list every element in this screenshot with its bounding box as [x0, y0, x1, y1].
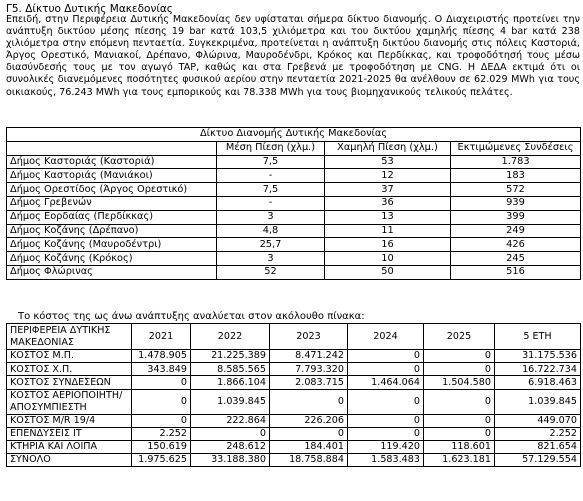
cost-value-cell: 0	[132, 389, 191, 414]
cost-table-row	[7, 350, 581, 363]
network-table-row	[7, 265, 581, 279]
network-value-cell: 3	[217, 252, 325, 266]
cost-value-cell: 0	[424, 363, 495, 376]
cost-table-row	[7, 427, 581, 440]
network-table-row	[7, 196, 581, 210]
cost-value-cell: 1.039.845	[495, 389, 581, 414]
cost-value-cell: 7.793.320	[270, 363, 348, 376]
network-value-cell: 53	[325, 155, 451, 169]
network-value-cell: 245	[451, 252, 581, 266]
network-table-header: Εκτιμώμενες Συνδέσεις	[451, 141, 581, 155]
municipality-cell: Δήμος Φλώρινας	[7, 265, 217, 279]
network-value-cell: 4,8	[217, 224, 325, 238]
cost-label-cell: ΚΟΣΤΟΣ Χ.Π.	[7, 363, 132, 376]
network-table-row	[7, 252, 581, 266]
cost-table-row	[7, 363, 581, 376]
network-table-row	[7, 210, 581, 224]
cost-value-cell: 1.583.483	[348, 454, 424, 467]
cost-value-cell: 1.866.104	[191, 376, 270, 389]
cost-value-cell: 248.612	[191, 440, 270, 453]
network-value-cell: 7,5	[217, 155, 325, 169]
network-value-cell: 10	[325, 252, 451, 266]
cost-value-cell: 0	[132, 376, 191, 389]
cost-value-cell: 0	[348, 427, 424, 440]
cost-value-cell: 18.758.884	[270, 454, 348, 467]
network-value-cell: 11	[325, 224, 451, 238]
cost-table-row	[7, 414, 581, 427]
network-value-cell: 3	[217, 210, 325, 224]
cost-value-cell: 118.601	[424, 440, 495, 453]
network-table-row	[7, 224, 581, 238]
cost-value-cell: 6.918.463	[495, 376, 581, 389]
cost-value-cell: 0	[270, 389, 348, 414]
cost-table-header: 2025	[424, 324, 495, 350]
network-value-cell: -	[217, 169, 325, 183]
cost-value-cell: 1.464.064	[348, 376, 424, 389]
cost-table-header: 2024	[348, 324, 424, 350]
cost-value-cell: 1.975.625	[132, 454, 191, 467]
cost-table-caption: Το κόστος της ως άνω ανάπτυξης αναλύεται στον ακόλουθο πίνακα:	[18, 311, 365, 322]
cost-table-header: ΠΕΡΙΦΕΡΕΙΑ ΔΥΤΙΚΗΣ ΜΑΚΕΔΟΝΙΑΣ	[7, 324, 132, 350]
network-value-cell: 249	[451, 224, 581, 238]
network-value-cell: 426	[451, 238, 581, 252]
cost-value-cell: 150.619	[132, 440, 191, 453]
cost-value-cell: 0	[270, 427, 348, 440]
network-table-row	[7, 183, 581, 197]
cost-table-header-row	[7, 324, 581, 350]
network-table-header: Μέση Πίεση (χλμ.)	[217, 141, 325, 155]
network-value-cell: 16	[325, 238, 451, 252]
cost-value-cell: 226.206	[270, 414, 348, 427]
cost-value-cell: 2.252	[132, 427, 191, 440]
municipality-cell: Δήμος Κοζάνης (Κρόκος)	[7, 252, 217, 266]
municipality-cell: Δήμος Καστοριάς (Μανιάκοι)	[7, 169, 217, 183]
cost-value-cell: 449.070	[495, 414, 581, 427]
cost-value-cell: 8.585.565	[191, 363, 270, 376]
network-table-row	[7, 169, 581, 183]
network-table-header-row	[7, 141, 581, 155]
network-value-cell: 36	[325, 196, 451, 210]
cost-table-header: 2021	[132, 324, 191, 350]
cost-value-cell: 184.401	[270, 440, 348, 453]
network-value-cell: -	[217, 196, 325, 210]
cost-value-cell: 0	[348, 414, 424, 427]
municipality-cell: Δήμος Ορεστίδος (Άργος Ορεστικό)	[7, 183, 217, 197]
network-table	[6, 127, 581, 280]
network-value-cell: 1.783	[451, 155, 581, 169]
network-table-title-row	[7, 128, 581, 142]
municipality-cell: Δήμος Κοζάνης (Μαυροδέντρι)	[7, 238, 217, 252]
network-value-cell: 13	[325, 210, 451, 224]
cost-value-cell: 0	[424, 350, 495, 363]
cost-table-row	[7, 440, 581, 453]
cost-value-cell: 2.083.715	[270, 376, 348, 389]
cost-value-cell: 1.039.845	[191, 389, 270, 414]
municipality-cell: Δήμος Εορδαίας (Περδίκκας)	[7, 210, 217, 224]
section-paragraph: Επειδή, στην Περιφέρεια Δυτικής Μακεδονίας δεν υφίσταται σήμερα δίκτυο διανομής. Ο Διαχειριστής προτείνει την ανάπτυξη δικτύου μέσης πίεσης 19 bar κατά 103,5 χιλιόμετρα και του δικτύου χαμηλής πίεσης 4 bar κατά 238 χιλιόμετρα στην επόμενη πενταετία. Συγκεκριμένα, προτείνεται η ανάπτυξη δικτύου διανομής στις πόλεις Καστοριά, Άργος Ορεστικό, Μανιακοί, Δρέπανο, Φλώρινα, Μαυροδένδρι, Κρόκος και Περδίκκας, και τροφοδότησή τους μέσω διασύνδεσής τους με τον αγωγό TAP, καθώς και στα Γρεβενά με τροφοδότηση με CNG. Η ΔΕΔΑ εκτιμά ότι οι συνολικές διανεμόμενες ποσότητες φυσικού αερίου στην πενταετία 2021-2025 θα ανέλθουν σε 62.029 MWh για τους οικιακούς, 76.243 MWh για τους εμπορικούς και 78.338 MWh για τους βιομηχανικούς τελικούς πελάτες.	[6, 14, 580, 98]
network-value-cell: 50	[325, 265, 451, 279]
cost-table-row	[7, 389, 581, 414]
cost-label-cell: ΚΟΣΤΟΣ Μ.Π.	[7, 350, 132, 363]
cost-value-cell: 821.654	[495, 440, 581, 453]
network-value-cell: 572	[451, 183, 581, 197]
cost-value-cell: 0	[348, 389, 424, 414]
cost-label-cell: ΕΠΕΝΔΥΣΕΙΣ IT	[7, 427, 132, 440]
network-value-cell: 37	[325, 183, 451, 197]
network-table-header: Χαμηλή Πίεση (χλμ.)	[325, 141, 451, 155]
cost-value-cell: 33.188.380	[191, 454, 270, 467]
cost-value-cell: 0	[191, 427, 270, 440]
cost-value-cell: 57.129.554	[495, 454, 581, 467]
network-table-header	[7, 141, 217, 155]
municipality-cell: Δήμος Γρεβενών	[7, 196, 217, 210]
cost-value-cell: 0	[424, 389, 495, 414]
cost-label-cell: ΚΤΗΡΙΑ ΚΑΙ ΛΟΙΠΑ	[7, 440, 132, 453]
cost-table-header: 2023	[270, 324, 348, 350]
cost-value-cell: 0	[348, 350, 424, 363]
cost-value-cell: 31.175.536	[495, 350, 581, 363]
cost-table	[6, 323, 581, 467]
cost-value-cell: 16.722.734	[495, 363, 581, 376]
network-value-cell: 25,7	[217, 238, 325, 252]
cost-label-cell: ΚΟΣΤΟΣ ΑΕΡΙΟΠΟΙΗΤΗ/ ΑΠΟΣΥΜΠΙΕΣΤΗ	[7, 389, 132, 414]
section-heading: Γ5. Δίκτυο Δυτικής Μακεδονίας	[6, 3, 173, 15]
cost-value-cell: 1.504.580	[424, 376, 495, 389]
cost-value-cell: 8.471.242	[270, 350, 348, 363]
cost-value-cell: 2.252	[495, 427, 581, 440]
network-value-cell: 516	[451, 265, 581, 279]
municipality-cell: Δήμος Κοζάνης (Δρέπανο)	[7, 224, 217, 238]
cost-label-cell: ΚΟΣΤΟΣ Μ/R 19/4	[7, 414, 132, 427]
network-value-cell: 399	[451, 210, 581, 224]
network-value-cell: 52	[217, 265, 325, 279]
cost-value-cell: 0	[424, 427, 495, 440]
cost-label-cell: ΣΥΝΟΛΟ	[7, 454, 132, 467]
cost-label-cell: ΚΟΣΤΟΣ ΣΥΝΔΕΣΕΩΝ	[7, 376, 132, 389]
cost-table-header: 5 ΕΤΗ	[495, 324, 581, 350]
cost-value-cell: 1.623.181	[424, 454, 495, 467]
network-table-row	[7, 238, 581, 252]
network-value-cell: 7,5	[217, 183, 325, 197]
cost-table-row	[7, 454, 581, 467]
network-table-title: Δίκτυο Διανομής Δυτικής Μακεδονίας	[7, 128, 581, 142]
cost-value-cell: 0	[424, 414, 495, 427]
network-value-cell: 12	[325, 169, 451, 183]
cost-value-cell: 1.478.905	[132, 350, 191, 363]
municipality-cell: Δήμος Καστοριάς (Καστοριά)	[7, 155, 217, 169]
cost-value-cell: 0	[132, 414, 191, 427]
cost-value-cell: 119.420	[348, 440, 424, 453]
network-table-row	[7, 155, 581, 169]
cost-value-cell: 21.225.389	[191, 350, 270, 363]
cost-value-cell: 0	[348, 363, 424, 376]
cost-table-row	[7, 376, 581, 389]
cost-value-cell: 222.864	[191, 414, 270, 427]
cost-value-cell: 343.849	[132, 363, 191, 376]
network-value-cell: 939	[451, 196, 581, 210]
cost-table-header: 2022	[191, 324, 270, 350]
network-value-cell: 183	[451, 169, 581, 183]
